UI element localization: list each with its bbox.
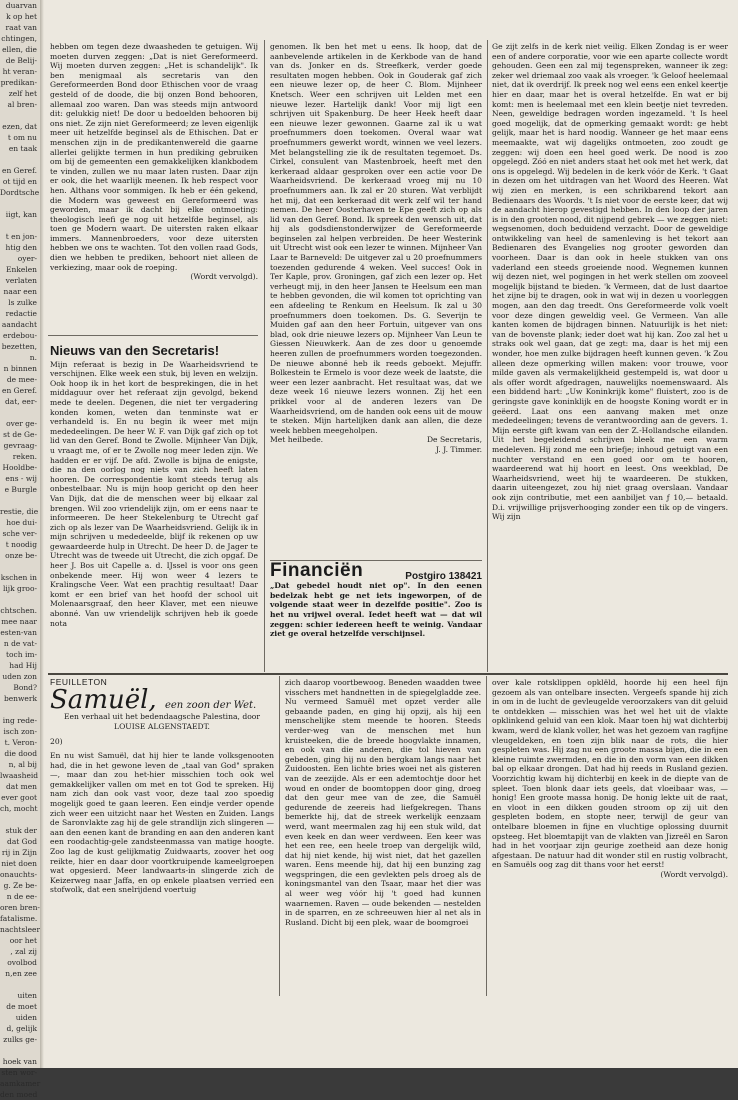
left-strip-line: de moet — [6, 1002, 37, 1011]
left-strip-line: aandacht — [1, 320, 37, 329]
left-strip-line: oren bren- — [0, 903, 40, 912]
left-strip-line: predikan- — [0, 78, 37, 87]
left-strip-line — [0, 561, 40, 572]
secretary-body: genomen. Ik ben het met u eens. Ik hoop, dat de aanbevelende artikelen in de Kerkbode van de hand van ds. Jonker en ds. Streefkerk, verder goede resultaten mogen hebben. Ook in Gouderak gaf zich een nieuwe lezer op, de heer C. Blom. Mijnheer Knetsch. Weer een schrijven uit Lelden met een nieuwe lezer. Hartelijk dank! Voor mij ligt een schrijven uit Spakenburg. De heer Heek heeft daar een nieuwe lezer gewonnen. Gaarne zal ik u wat proefnummers doen toekomen. Overal waar wat proefnummers gewerkt wordt, winnen we veel lezers. Met belangstelling zie ik de resultaten tegemoet. Ds. Cirkel, consulent van Mastenbroek, heeft met den kerkeraad aldaar gesproken over een actie voor De Waarheidsvriend. De kerkeraad vroeg mij nu 10 proefnummers aan. Ik zal er 20 sturen. Wat verblijdt het mij, dat een kerkeraad dit werk zelf wil ter hand nemen. De heer Oosterhaven te Epe geeft zich op als lid van den Geref. Bond. Ik spreek den wensch uit, dat hij als godsdienstonderwijzer de Gereformeerde beginselen zal helpen verbreiden. De heer Westerink uit Utrecht wist ook een lezer te winnen. Mijnheer Van Laar te Barneveld: De uitgever zal u 20 proefnummers toezenden gedurende 4 weken. Veel succes! Ook in Ter Kaple, prov. Groningen, gaf zich een lezer op. Het verheugt mij, in den heer Jansen te Heelsum een man te hebben gevonden, die wil komen tot oprichting van een afdeeling te Renkum en Heelsum. Ik zal u 30 proefnummers doen toekomen. Ds. G. Severijn te Muiden gaf aan den heer Fortuin, uitgever van ons blad, ook drie nieuwe lezers op. Mijnheer Van Leun te Giessen Nieuwkerk. Aan de zes door u genoemde heeren zullen de proefnummers worden toegezonden. De nieuwe abonné heb ik reeds geboekt. Mejuffr. Bolkestein te Ermelo is voor deze week de laatste, die weer een lezer aanbracht. Het resultaat was, dat we deze week 16 nieuwe lezers wonnen. Zij het een prikkel voor al de anderen lezers van De Waarheidsvriend, om de handen ook eens uit de mouw te steken. Mijn hartelijken dank aan allen, die deze week hebben meegeholpen. — [270, 42, 482, 435]
left-strip-line: dat men — [5, 782, 37, 791]
column-2 — [270, 42, 482, 558]
left-strip-line: erdebou- — [3, 331, 37, 340]
left-strip-line — [0, 594, 40, 605]
left-strip-line: oyer- — [17, 254, 37, 263]
left-strip-line: de mee- — [6, 375, 37, 384]
left-strip-line — [0, 220, 40, 231]
serial-text-1: En nu wist Samuël, dat hij hier te lande volksgenooten had, die in het gewone leven de „taal van God" spraken —, maar dan zou het-hier misschien toch ook wel gemakkelijker vallen om met en tot God te spreken. Hij nam zich dan ook vast voor, deze taal zoo spoedig mogelijk goed te gaan leeren. Een eindje verder opende zich weer een uitzicht naar het Westen en Zuiden. Langs de Saronvlakte zag hij de gele strandlijn zich slingeren — aan den eenen kant de branding en aan den anderen kant een roodachtig-gele zandsteenmassa van matige hoogte. Zoo lag de kust gelijkmatig Zuidwaarts, zoover het oog reikte, hier en daar door voortkruipende kameelgroepen wat opgesierd. Meer landwaarts-in slingerde zich de Keizerweg naar Jaffa, en op enkele plaatsen verried een stofwolk, dat een snelrijdend voertuig — [50, 750, 274, 895]
left-strip-line: st de Ge- — [3, 430, 37, 439]
serial-continued: (Wordt vervolgd). — [660, 869, 728, 879]
left-strip-line — [0, 495, 40, 506]
left-strip-line: n,en zee — [5, 969, 37, 978]
column-rule — [264, 40, 265, 672]
left-strip-line: de Belij- — [5, 56, 37, 65]
left-strip-line: n. — [29, 353, 37, 362]
left-strip-line — [0, 407, 40, 418]
signature-row — [270, 435, 482, 445]
left-strip-line: die dood — [4, 749, 37, 758]
sign-name: J. J. Timmer. — [435, 444, 482, 454]
left-strip-line — [0, 110, 40, 121]
left-strip-line: fatalisme. — [0, 914, 38, 923]
left-strip-line: redactie — [5, 309, 37, 318]
left-strip-line: t noodig — [5, 540, 37, 549]
left-strip-line: t om nu — [7, 133, 37, 142]
feuilleton-rule — [48, 673, 728, 675]
column-rule — [486, 676, 487, 996]
left-strip-line: , zal zij — [10, 947, 37, 956]
section-rule — [48, 335, 258, 336]
left-strip-line: dat, eer- — [4, 397, 37, 406]
finance-title: Financiën — [270, 560, 364, 581]
left-strip-line: Hooldbe- — [2, 463, 37, 472]
left-strip-line: gevraag- — [3, 441, 37, 450]
left-strip-line: al bren- — [7, 100, 37, 109]
left-strip-line: raat van — [5, 23, 37, 32]
left-strip-line: n de ee- — [6, 892, 37, 901]
left-strip-line — [0, 704, 40, 715]
serial-subtitle: Een verhaal uit het bedendaagsche Palestina, door LOUISE ALGENSTAEDT. — [64, 712, 260, 731]
feuilleton-col-3 — [492, 678, 728, 998]
left-strip-line: uden zon — [2, 672, 37, 681]
finance-continuation: Ge zijt zelfs in de kerk niet veilig. Elken Zondag is er weer een of andere corporatie, voor wie een aparte collecte wordt gehouden. Geen een zal mij tegenspreken, wanneer ik zeg: zeker wel driemaal zoo vaak als vroeger. 'k Geloof heelemaal niet, dat ik overdrijf. Ik preek nog wel eens een enkel keertje hier en daar, maar het is overal hetzelfde. En wat er bij komt: men is heelemaal met een klein beetje niet tevreden. Neen, geweldige bedragen worden ingezameld. 't Is heel goed mogelijk, dat de opmerking gemaakt wordt: ge hebt gelijk, maar het is hard noodig. Wanneer ge het maar eens meemaakte, wat wij dagelijks ontmoeten, zoo zoudt ge zeggen: wij doen een heel goed werk. De nood is zoo opgelegd. Zóó en niet anders staat het ook met het werk, dat ons is opgelegd. Wij bedelen in de kerk vóór de Kerk. 't Gaat in dezen om het uitdragen van het Woord des Heeren. Wat wij zien en merken, is een schrikbarend tekort aan Bedienaars des Woords. 't Is niet voor de eerste keer, dat wij de aandacht hierop gevestigd hebben. In den loop der jaren is in den grooten nood, dit nijpend gebrek — we zeggen niet: wegsenomen, doch beduidend verzacht. Door de geweldige ontwikkeling van heel de samenleving is het tekort aan Bedienaren des Evangelies nog grooter geworden dan voorheen. Daar is dan ook in heele stukken van ons vaderland een steeds groeiende nood. Wegnemen kunnen wij dezen niet, wel pogingen in het werk stellen om zooveel mogelijk bijstand te bieden. 'k Vermeen, dat de lust daartoe het zijne bij te dragen, ook in wat wij in dezen u voorleggen mogen, aan den dag treedt. Ons Gereformeerde volk voelt voor deze dingen geweldig veel. Ge Vermeen. Van alle kanten komen de bijdragen binnen. Natuurlijk is het niet: van de bovenste plank; ieder doet wat hij kan. Zoo zal het u straks ook wel gaan, dat ge zegt: ma, daar is het mij een wonder, hoe men zulke bijdragen heeft kunnen geven. 'k Zou alleen deze opmerking willen maken: voor trouwe, voor milde gaven als vermakelijkheid gestempeld is, wat door u als offer wordt afgedragen, nauwelijks noemenswaard. Als een biddend hart: „Uw Koninkrijk kome" fluistert, zoo is de geringste gave koninklijk en de hoogste Koning wordt er in geëerd. Laat ons een aanvang maken met onze mededeelingen; tevens de verantwoording aan de gevers. 1. Mijn eerste gift kwam van een der Z.-Hollandsche eilanden. Uit het begeleidend schrijven bleek me een warm medeleven. Hij zond me een briefje; inhoud getuigt van een nuchter verstand en een goed oor om te hooren, waardeerend wat hij hoort en leest. Ons weekblad, De Waarheidsvriend, weet hij te waardeeren. De stukken, daarin uiteengezet, zou hij niet graag overslaan. Vandaar ook zijn contributie, met een aanbiljet van ƒ 10,— betaald. D.i. vrijwillige prijsverhooging zonder een tik op de vingers. Wij zijn — [492, 42, 728, 522]
column-rule — [279, 676, 280, 996]
left-strip-line: t. Veron- — [4, 738, 37, 747]
left-strip-line: zulks ge- — [3, 1035, 37, 1044]
left-strip-line: esten-van — [0, 628, 37, 637]
left-strip-line: kschen in — [0, 573, 37, 582]
left-strip-line: t en jon- — [5, 232, 37, 241]
left-strip-line: chtingen, — [1, 34, 37, 43]
left-strip-line: g. Ze be- — [3, 881, 37, 890]
feuilleton-label: FEUILLETON — [50, 677, 108, 687]
left-strip-line: n de vat- — [3, 639, 37, 648]
left-strip-line: bezetten, — [1, 342, 37, 351]
left-strip-line: niet doen — [1, 859, 37, 868]
left-strip-line: toch im- — [6, 650, 37, 659]
serial-part: 20) — [50, 737, 63, 747]
left-strip-line: sche ver- — [2, 529, 37, 538]
left-strip-line: restie, die — [0, 507, 39, 516]
left-strip-line: en Geref. — [2, 386, 37, 395]
left-strip-line — [0, 198, 40, 209]
sign-greeting: Met heilbede. — [270, 435, 324, 445]
left-strip-line — [0, 979, 40, 990]
left-strip-line: onauchts- — [0, 870, 38, 879]
left-strip-line: nachtsleer — [0, 925, 41, 934]
left-strip-line: zelf het — [8, 89, 37, 98]
left-strip-line: den moed — [0, 1090, 38, 1099]
left-strip-line: dat God — [7, 837, 37, 846]
left-strip-line: verlaten — [5, 276, 37, 285]
column-rule — [487, 40, 488, 672]
left-strip-line: naar een — [3, 287, 37, 296]
left-strip-line: ch, mocht — [0, 804, 38, 813]
left-strip-line: ot tijd en — [2, 177, 37, 186]
left-strip-line: duarvan — [5, 1, 37, 10]
left-page-strip — [0, 0, 41, 1099]
left-strip-line: lijk groo- — [2, 584, 37, 593]
left-strip-line: aamkamer — [0, 1079, 41, 1088]
left-strip-line: d, gelijk — [6, 1024, 37, 1033]
left-strip-line: ellen, die — [2, 45, 37, 54]
left-strip-line: uiden — [15, 1013, 37, 1022]
serial-title-main: Samuël, — [50, 684, 157, 715]
left-strip-line: e Burgle — [4, 485, 37, 494]
serial-text-2: zich daarop voortbewoog. Beneden waadden twee visschers met handnetten in de spiegelgladde zee. Nu vermeed Samuël met opzet verder alle gebaande paden, en ging hij opzij, als hij een menschelijke stem meende te hooren. Steeds verder-weg van de menschen met hun kruisteeken, die de breede hoogvlakte innamen, en ook van die anderen, die tol hieven van gebeden, ging hij nu den bergkam langs naar het Zuidoosten. Een lichte bries woei net als gisteren van de zeezijde. Als er een ademtochtje door het woud en onder de boomtoppen door ging, droeg dat den geur mee van de zee, die Samuël gedurende de zeereis had liefgekregen. Thans bemerkte hij, dat de streek werkelijk eenzaam werd, want meermalen zag hij een stuk wild, dat even keek en dan weer verdween. Een keer was het een ree, een heele troep van dergelijk wild, dat hij niet kende, hij wist niet, dat het gazellen waren. Eens meende hij, dat hij een bunzing zag wegspringen, die een gevlekten pels droeg als de koningsmantel van den Tsaar, maar het dier was al weer weg vóór hij 't goed had kunnen waarnemen. Raven — oude bekenden — nestelden in de sparren, en ze schreeuwen hier al net als in Rusland. Dicht bij een plek, waar de boomgroei — [285, 678, 481, 927]
continued-note: (Wordt vervolgd). — [190, 272, 258, 282]
left-strip-line: benwerk — [3, 694, 37, 703]
left-strip-line: sten wor- — [1, 1068, 37, 1077]
article-continuation: hebben om tegen deze dwaasheden te getuigen. Wij moeten durven zeggen: „Dat is niet Gereformeerd. Wij moeten durven zeggen: „Het is schandelijk". Ik ben menigmaal als secretaris van den Gereformeerden Bond door Ethischen voor de vraag gesteld of de doode, die bij onzen Bond behooren, allemaal zoo waren. Dan was steeds mijn antwoord dit: gelukkig niet! De door u bedoelden behooren bij ons niet. Ze zijn niet Gereformeerd; ze leven eigenlijk meer uit hetzelfde beginsel als de Ethischen. Dat er menschen zijn in de predikantenwereld die gaarne allerlei gelijkte termen in hun prediking gebruiken om bij de gemeenten een gemakkelijken klankbodem te vinden, zullen we nu maar laten rusten. Daar zijn er ook, die het waarlijk meenen. Ik heb respect voor hen. Althans voor sommigen. Ik heb er één gekend, die Modern was geweest en Gereformeerd was geworden, maar ik dacht bij elke ontmoeting: theologisch leefi ge nog uit hetzelfde beginsel, als toen ge Modern waart. De uitersten raken elkaar immers. Mannenbroeders, voor deze uitersten hebben we ons te wachten. Tot den vollen raad Gods, dien we hebben te prediken, behoort niet alleen de verkiezing, maar ook de roeping. — [50, 42, 258, 272]
left-strip-line: mee naar — [1, 617, 37, 626]
left-strip-line: lwaasheid — [0, 771, 39, 780]
left-strip-line: stuk der — [5, 826, 37, 835]
left-strip-line: en Geref. — [2, 166, 37, 175]
left-strip-line — [0, 154, 40, 165]
news-body: Mijn referaat is bezig in De Waarheidsvriend te verschijnen. Elke week een stuk, bij leven en welzijn. Ook hoop ik in het kort de besprekingen, die in het middaguur over het referaat zijn gevolgd, bekend mede te deelen. Degenen, die niet ter vergadering konden komen, weten dan tenminste wat er verhandeld is. En nu begin ik weer met mijn mededeelingen. De heer W. F. van Dijk gaf zich op tot lid van den Geref. Bond te Zwolle. Mijnheer Van Dijk, u vraagt me, of er te Zwolle nog meer leden zijn. We hadden er er vijf. De afd. Zwolle is bijna de enigste, die na den oorlog nog niets van zich heeft laten hooren. De correspondentie komt steeds terug als onbestelbaar. Nu is mijn hoop gericht op den heer Van Dijk, dat die de menschen weer bij elkaar zal brengen. Wil zoo vriendelijk zijn, om er eens naar te informeeren. De heer Stekelenburg te Utrecht gaf zich op als lezer van De Waarheidsvriend. Gelijk ik in mijn schrijven u mededeelde, blijf ik rekenen op uw gewaardeerde hulp in Utrecht. De heer D. de Jager te Utrecht was de tweede uit Utrecht, die zich opgaf. De heer J. Bos uit Capelle a. d. IJssel is voor ons geen onbekende meer. Hij won weer 4 lezers te Kralingsche Veer. Wat een prachtig resultaat! Daar komt er een brief van het hoofd der school uit Molenaarsgraaf, den heer Klaver, met een nieuwe abonné. Van uw vriendelijk schrijven heb ik goede nota — [50, 359, 258, 628]
left-strip-line: had Hij — [9, 661, 37, 670]
finance-section — [270, 560, 482, 670]
left-strip-line: isch zon- — [3, 727, 37, 736]
left-strip-line: k op het — [6, 12, 37, 21]
left-strip-line: chtschen. — [0, 606, 37, 615]
left-strip-line — [0, 814, 40, 825]
left-strip-line — [0, 1045, 40, 1056]
left-strip-line: hoe dui- — [6, 518, 37, 527]
left-strip-line: over ge- — [6, 419, 37, 428]
column-1-news — [50, 340, 258, 670]
serial-title — [50, 684, 274, 715]
sign-title: De Secretaris, — [426, 435, 482, 445]
left-strip-line: ing rede- — [2, 716, 37, 725]
left-strip-line: ls zulke — [8, 298, 37, 307]
left-strip-line: reken. — [12, 452, 37, 461]
feuilleton-col-2 — [285, 678, 481, 998]
left-strip-line: iigt, kan — [5, 210, 37, 219]
left-strip-line: htig den — [5, 243, 37, 252]
column-1-top — [50, 42, 258, 332]
left-strip-line: ezen, dat — [2, 122, 37, 131]
left-strip-line: uiten — [17, 991, 37, 1000]
left-strip-line: ht veran- — [2, 67, 37, 76]
left-strip-line: Dordtsche — [0, 188, 40, 197]
left-strip-line: onze be- — [5, 551, 37, 560]
serial-title-sub: een zoon der Wet. — [164, 699, 257, 711]
left-strip-line: n binnen — [3, 364, 37, 373]
left-strip-line: en taak — [8, 144, 37, 153]
feuilleton-col-1 — [50, 678, 274, 998]
left-strip-line: oor het — [9, 936, 37, 945]
left-strip-line: n, al bij — [8, 760, 37, 769]
postgiro-number: Postgiro 138421 — [405, 570, 482, 582]
left-strip-line: ovolbod — [7, 958, 37, 967]
left-strip-line: hoek van — [2, 1057, 37, 1066]
left-strip-line: Enkelen — [6, 265, 37, 274]
left-strip-line: Bond? — [13, 683, 37, 692]
news-heading: Nieuws van den Secretaris! — [50, 343, 220, 358]
binding-shadow — [40, 0, 44, 1068]
left-strip-line: ever goot — [1, 793, 37, 802]
finance-body: „Dat gebedel houdt niet op". In den eenen bedelzak hebt ge net iets ingeworpen, of de volgende staat weer in dezelfde positie". Zoo is het nu vrijwel overal. Iedet heeft wat — dat wil zeggen: schier iedereen heeft te weinig. Vandaar ziet ge overal hetzelfde verschijnsel. — [270, 581, 482, 639]
serial-text-3: over kale rotsklippen opklëld, hoorde hij een heel fijn gezoem als van ontelbare insecten. Vergeefs spande hij zich in om in de lucht de gevleugelde veroorzakers van dit geluid te ontdekken — misschien was het wel het uit de vlakte opklinkend geluid van een klok. Maar toen hij wat dichterbij kwam, werd de klank voller, het was het gezoem van ragfijne vleugeldeken, en toen zijn blik naar de rots, die hier gespleten was. Hij zag nu een groote massa bijen, die in een kleine ruimte zwermden, en die in den vorm van een dikken bal op elkaar drongen. Dat had hij reeds in Rusland gezien. Voorzichtig kwam hij dichterbij en keek in de diepte van de spleet. Toen blonk daar iets geels, dat vloeibaar was, — honig! Een groote massa honig. De honig lekte uit de raat, en vloot in een dikken gouden stroom op zij uit den gespleten bodem, en stopte neer, terwijl de geur van ontelbare bloemen in fijne en vluchtige oplossing duurnit opsteeg. Het bloemtapijt van de vlakten van Jizreël en Saron had in het voorjaar zijn geurige zoetheid aan deze honig afgestaan. De natuur had dit wonder stil en rustig volbracht, en Samuëls oog zag dit thans voor het eerst! — [492, 678, 728, 870]
column-3 — [492, 42, 728, 670]
left-strip-line: rij in Zijn — [1, 848, 37, 857]
left-strip-line: ens - wij — [5, 474, 37, 483]
